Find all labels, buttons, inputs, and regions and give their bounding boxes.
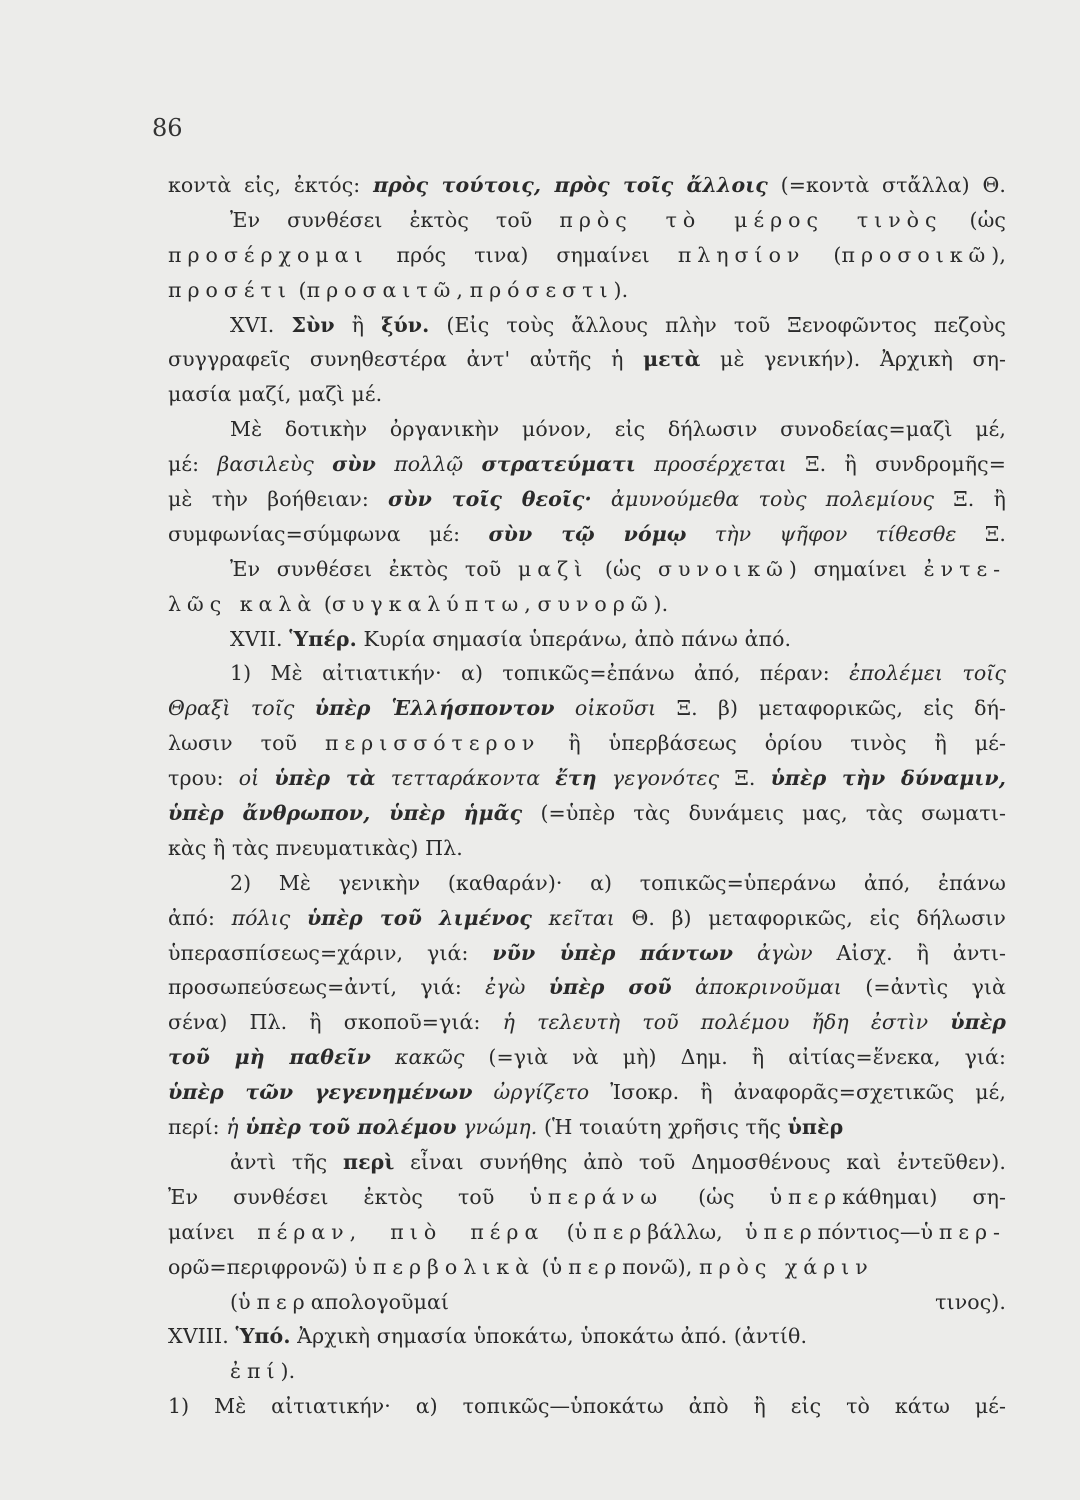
text-run: (ὡς (942, 207, 1006, 232)
text-run: λῶς καλὰ (168, 591, 318, 616)
text-run: ( (317, 591, 332, 616)
text-line (168, 1389, 1006, 1424)
text-run: Ξ. β) μεταφορικῶς, εἰς δή- (656, 696, 1006, 721)
text-run: τὴν ψῆφον τίθεσθε (714, 521, 957, 546)
text-run: ἐπολέμει τοῖς (849, 661, 1006, 686)
text-run: ἀντὶ τῆς (230, 1149, 343, 1174)
text-line (168, 1285, 1006, 1320)
text-run: Κυρία σημασία ὑπεράνω, ἀπὸ πάνω ἀπό. (356, 626, 792, 651)
text-run: ξύν. (381, 312, 430, 337)
text-run: (ὡς (663, 1184, 770, 1209)
text-body (168, 168, 1006, 1424)
text-run: μὲ τὴν βοήθειαν: (168, 487, 389, 512)
text-run (376, 452, 394, 476)
text-run: τρου: (168, 766, 239, 791)
text-run: (=ὑπὲρ τὰς δυνάμεις μας, τὰς σωματι- (522, 801, 1006, 826)
text-run: Ξ. ἢ (934, 487, 1006, 512)
text-run: πονῶ), (622, 1254, 699, 1279)
text-run: 2) Μὲ γενικὴν (καθαράν)· α) τοπικῶς=ὑπεράνω ἀπό, ἐπάνω (230, 870, 1006, 895)
text-run: ( (805, 242, 842, 267)
text-run: ὑπερ (549, 1254, 623, 1279)
text-line (168, 622, 1006, 657)
text-run: ὑπὲρ τῶν γεγενημένων (168, 1080, 473, 1105)
text-run (928, 1010, 950, 1034)
text-line (168, 517, 1006, 552)
text-run (525, 975, 548, 999)
text-run: γνώμη. (463, 1115, 538, 1140)
text-run: ὑπεράνω (529, 1184, 664, 1209)
text-run: ἀμυνούμεθα τοὺς πολεμίους (610, 487, 935, 512)
text-run: κὰς ἢ τὰς πνευματικὰς) Πλ. (168, 835, 463, 860)
text-run: ἔτη (555, 766, 597, 791)
text-line (168, 587, 1006, 622)
text-run: ὑπὲρ τοῦ λιμένος (306, 905, 532, 930)
text-run: XVIII. (168, 1324, 236, 1349)
text-run (532, 906, 549, 930)
text-run: κοντὰ εἰς, ἐκτός: (168, 173, 374, 197)
text-run: Ἀρχικὴ σημασία ὑποκάτω, ὑποκάτω ἀπό. (ἀντίθ. (290, 1324, 808, 1349)
text-run: ὑπερασπίσεως=χάριν, γιά: (168, 940, 493, 965)
text-run: Ἐν συνθέσει ἐκτὸς τοῦ (230, 556, 518, 581)
text-run: ), (991, 242, 1006, 267)
text-run: ( (230, 1289, 239, 1314)
text-run: πλησίον (677, 242, 806, 267)
text-run: 1) Μὲ αἰτιατικήν· α) τοπικῶς—ὑποκάτω ἀπὸ ἢ εἰς τὸ κάτω μέ- (168, 1394, 1006, 1419)
text-run: ἀγὼν (756, 940, 813, 965)
text-run: (Εἰς τοὺς ἄλλους πλὴν τοῦ Ξενοφῶντος πεζοὺς (429, 312, 1006, 337)
page-number: 86 (152, 114, 183, 142)
text-run: περί: (168, 1115, 227, 1140)
text-run: μὲ γενικήν). Ἀρχικὴ ση- (700, 347, 1006, 372)
text-run: (=γιὰ νὰ μὴ) Δημ. ἢ αἰτίας=ἕνεκα, γιά: (464, 1045, 1006, 1070)
text-run (463, 452, 481, 476)
text-run: ὑπὲρ σοῦ (548, 975, 672, 1000)
text-run: τοῦ μὴ παθεῖν (168, 1045, 371, 1070)
text-run: σὺν τοῖς θεοῖς· (388, 487, 592, 512)
text-run: προσαιτῶ (306, 277, 457, 302)
text-run: ἢ (334, 312, 382, 337)
text-run: προσέρχεται (654, 452, 787, 477)
text-run: κακῶς (394, 1045, 465, 1070)
text-run: περὶ (343, 1149, 395, 1174)
text-run: συγκαλύπτω (331, 591, 525, 616)
text-run: (ὡς (588, 556, 659, 581)
text-run: ορῶ=περιφρονῶ) (168, 1254, 355, 1279)
text-run: ὑπὲρ τοῦ πολέμου (245, 1115, 457, 1140)
text-run: , (524, 591, 538, 616)
text-run: ἡ (226, 1115, 239, 1140)
text-run: ἐπί (230, 1359, 281, 1384)
text-run: στρατεύματι (481, 452, 636, 477)
text-run: ( (291, 277, 307, 302)
text-run (592, 487, 611, 511)
text-run: Ξ. (956, 521, 1006, 546)
text-run: οἱ (238, 766, 260, 791)
text-line (168, 482, 1006, 517)
text-line (168, 1354, 1006, 1389)
text-line (168, 1215, 1006, 1250)
text-line (168, 273, 1006, 308)
text-run: συγγραφεῖς συνηθεστέρα ἀντ' αὐτῆς ἡ (168, 347, 644, 372)
text-run: ὠργίζετο (493, 1080, 590, 1105)
text-run: ὑπερ- (920, 1219, 1006, 1244)
text-line (168, 970, 1006, 1005)
text-run: προσοικῶ (841, 242, 992, 267)
text-run (672, 975, 695, 999)
text-line (168, 761, 1006, 796)
text-run: μαίνει (168, 1219, 258, 1244)
text-run: Ὑπέρ. (289, 626, 357, 651)
text-run: γεγονότες (611, 766, 720, 791)
text-line (168, 203, 1006, 238)
text-line (168, 1075, 1006, 1110)
text-run: XVI. (230, 312, 292, 337)
text-run: πρὸς χάριν (698, 1254, 874, 1279)
text-run: Ξ. ἢ συνδρομῆς= (786, 452, 1006, 477)
text-run: Θραξὶ τοῖς (168, 696, 295, 721)
text-run: ὑπερ (745, 1219, 818, 1244)
text-run: πολλῷ (394, 452, 464, 477)
text-run: κεῖται (548, 905, 615, 930)
text-run: σὺν τῷ νόμῳ (488, 521, 687, 546)
text-run: 1) Μὲ αἰτιατικήν· α) τοπικῶς=ἐπάνω ἀπό, πέραν: (230, 661, 850, 686)
text-run: μέ: (168, 452, 218, 477)
text-run: βάλλω, (647, 1219, 746, 1244)
text-run: , (456, 277, 470, 302)
text-run: ( (544, 1219, 575, 1244)
text-run: μαζὶ (517, 556, 589, 581)
text-run: Σὺν (291, 312, 335, 337)
text-run: συνοικῶ (658, 556, 789, 581)
text-run (636, 452, 654, 476)
text-run: προσέρχομαι (168, 242, 369, 267)
text-run (555, 696, 575, 720)
text-run: τετταράκοντα (390, 766, 541, 791)
text-line (168, 308, 1006, 343)
text-run: Ξ. (719, 766, 771, 791)
text-line (168, 1110, 1006, 1145)
text-run: Αἰσχ. ἢ ἀντι- (812, 940, 1006, 965)
text-run: Μὲ δοτικὴν ὀργανικὴν μόνον, εἰς δήλωσιν συνοδείας=μαζὶ μέ, (230, 417, 1006, 442)
text-run: προσωπεύσεως=ἀντί, γιά: (168, 975, 486, 1000)
text-run: ὑπερ (238, 1289, 311, 1314)
text-line (168, 377, 1006, 412)
text-run (290, 906, 307, 930)
text-run: πόντιος— (817, 1219, 921, 1244)
text-line (168, 412, 1006, 447)
text-run: ὑπὲρ ἄνθρωπον, ὑπὲρ ἡμᾶς (168, 801, 523, 826)
text-run: (=ἀντὶς γιὰ (841, 975, 1006, 1000)
text-run: ἀποκρινοῦμαι (695, 975, 842, 1000)
text-run: ὑπερ (769, 1184, 843, 1209)
text-run: πόλις (231, 905, 291, 930)
text-line (168, 552, 1006, 587)
text-run: ὑπὲρ τὰ (274, 766, 376, 791)
text-run (473, 1080, 494, 1104)
text-run: συμφωνίας=σύμφωνα μέ: (168, 521, 489, 546)
text-run (733, 941, 757, 965)
text-run: ἐντε- (923, 556, 1006, 581)
text-line (168, 1040, 1006, 1075)
text-run: ( (534, 1254, 550, 1279)
text-line (168, 238, 1006, 273)
text-line (168, 1005, 1006, 1040)
text-run: νῦν ὑπὲρ πάντων (492, 940, 734, 965)
text-run: πρόσεστι (469, 277, 614, 302)
text-run: Θ. β) μεταφορικῶς, εἰς δήλωσιν (614, 905, 1006, 930)
text-run: ὑπὲρ τὴν δύναμιν, (770, 766, 1006, 791)
text-line (168, 866, 1006, 901)
text-run: Ἐν συνθέσει ἐκτὸς τοῦ (230, 207, 560, 232)
text-run: εἶναι συνήθης ἀπὸ τοῦ Δημοσθένους καὶ ἐντεῦθεν). (394, 1149, 1006, 1174)
text-line (168, 901, 1006, 936)
text-run: ὑπὲρ (787, 1115, 844, 1140)
text-run: Ὑπό. (235, 1324, 291, 1349)
text-run (597, 766, 612, 790)
text-run: ἢ ὑπερβάσεως ὁρίου τινὸς ἢ μέ- (540, 731, 1006, 756)
text-run: κάθημαι) ση- (842, 1184, 1006, 1209)
text-line (168, 936, 1006, 971)
text-run: πρὸς τὸ μέρος τινὸς (559, 207, 943, 232)
text-run (294, 696, 314, 720)
text-line (168, 726, 1006, 761)
text-run: πρός τινα) σημαίνει (368, 242, 678, 267)
text-run: ὑπὲρ Ἑλλήσποντον (314, 696, 555, 721)
text-run (376, 766, 391, 790)
text-run: ). (280, 1359, 296, 1384)
text-run (540, 766, 555, 790)
text-run: οἰκοῦσι (574, 696, 657, 721)
text-run: ὑπὲρ (950, 1010, 1006, 1035)
text-run: συνορῶ (537, 591, 654, 616)
text-run: ) σημαίνει (788, 556, 924, 581)
text-run: λωσιν τοῦ (168, 731, 326, 756)
text-run: Ἐν συνθέσει ἐκτὸς τοῦ (168, 1184, 530, 1209)
text-line (168, 447, 1006, 482)
text-run: σένα) Πλ. ἢ σκοποῦ=γιά: (168, 1010, 503, 1035)
text-run: μασία μαζί, μαζὶ μέ. (168, 382, 383, 407)
text-run: XVII. (230, 626, 290, 651)
text-line (168, 168, 1006, 203)
text-run (259, 766, 274, 790)
text-line (168, 831, 1006, 866)
text-run: πέραν, πιὸ πέρα (257, 1219, 545, 1244)
text-line (168, 656, 1006, 691)
text-run: (Ἡ τοιαύτη χρῆσις τῆς (537, 1115, 788, 1140)
text-run: (=κοντὰ στἄλλα) Θ. (767, 173, 1006, 197)
text-run: ὑπερ (574, 1219, 648, 1244)
text-run: απολογοῦμαί τινος). (310, 1289, 1006, 1314)
text-run: ). (613, 277, 629, 302)
text-line (168, 1180, 1006, 1215)
text-run: πρὸς τούτοις, πρὸς τοῖς ἄλλοις (373, 173, 768, 197)
text-run: βασιλεὺς (217, 452, 314, 477)
text-run (314, 452, 332, 476)
text-run: Ἰσοκρ. ἢ ἀναφορᾶς=σχετικῶς μέ, (589, 1080, 1006, 1105)
text-run: ). (653, 591, 669, 616)
text-run: προσέτι (168, 277, 292, 302)
text-run: ἀπό: (168, 905, 232, 930)
text-run: ἡ τελευτὴ τοῦ πολέμου ἤδη ἐστὶν (502, 1010, 929, 1035)
text-run: μετὰ (643, 347, 701, 372)
text-run (686, 522, 714, 546)
text-line (168, 796, 1006, 831)
text-line (168, 1250, 1006, 1285)
text-line (168, 1319, 1006, 1354)
text-line (168, 1145, 1006, 1180)
text-run: περισσότερον (325, 731, 541, 756)
text-run: σὺν (332, 452, 376, 477)
text-line (168, 691, 1006, 726)
text-run: ἐγὼ (485, 975, 526, 1000)
text-run (371, 1045, 395, 1069)
text-run: ὑπερβολικὰ (354, 1254, 535, 1279)
text-line (168, 342, 1006, 377)
